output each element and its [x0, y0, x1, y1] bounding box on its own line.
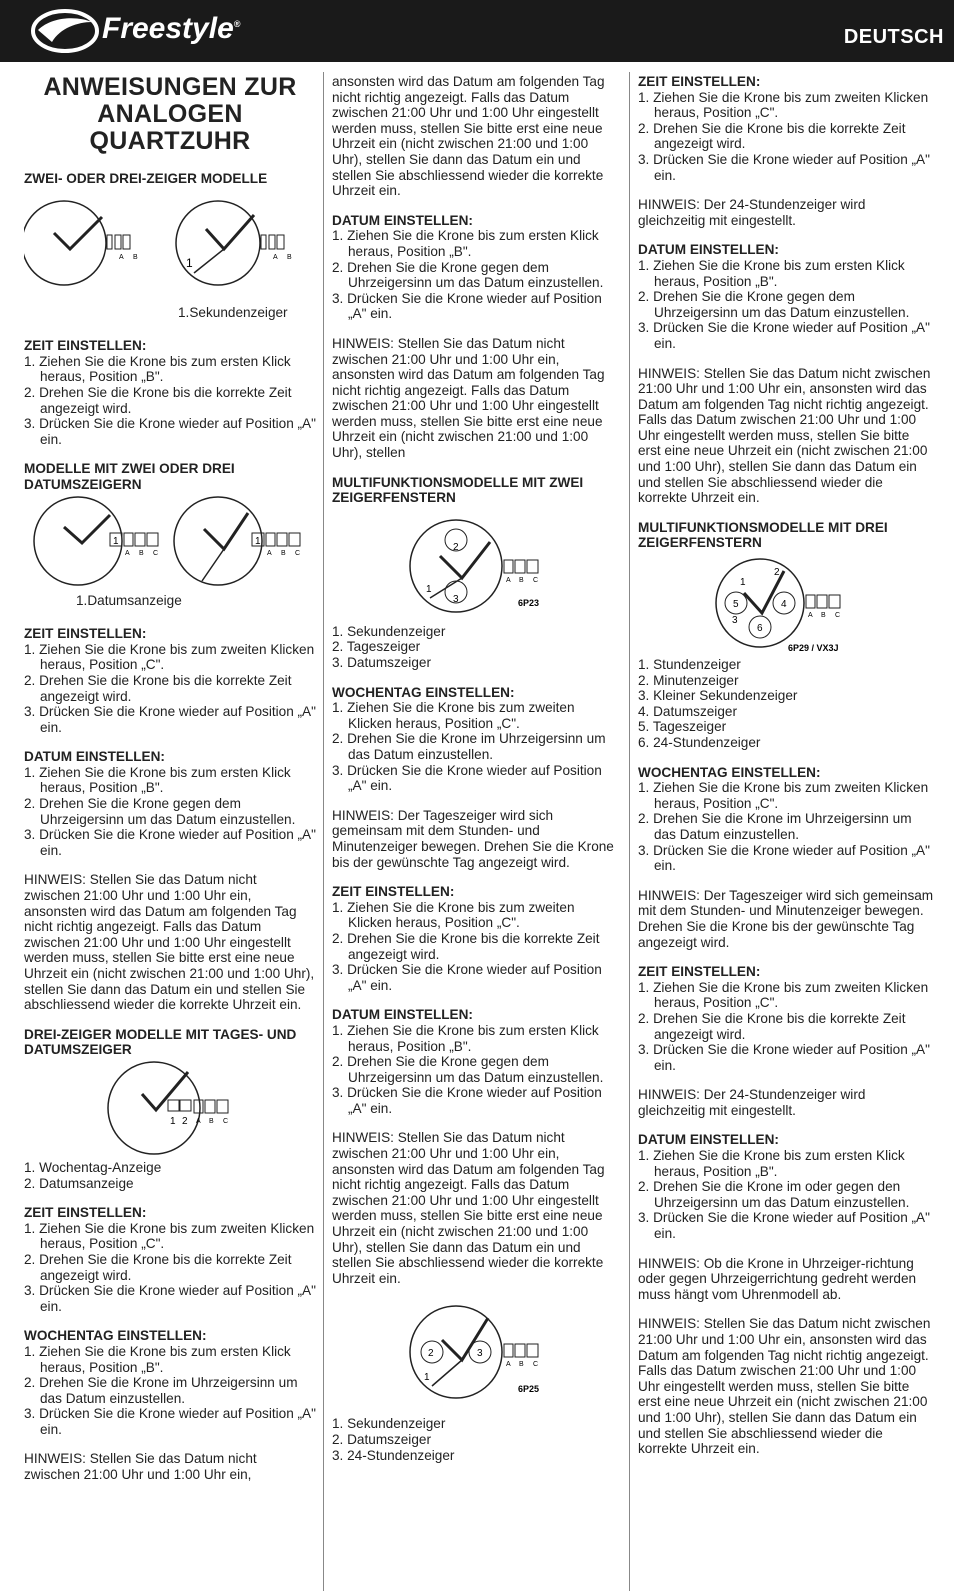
subdial-number: 3: [453, 593, 459, 605]
list-item: 1. Ziehen Sie die Krone bis zum zweiten Klicken heraus, Position „C".: [638, 979, 929, 1011]
note-paragraph: ansonsten wird das Datum am folgenden Tag nicht richtig angezeigt. Falls das Datum zwischen 21:00 Uhr und 1:00 Uhr eingestellt werden muss, stellen Sie bitte erst eine neue Uhrzeit ein (nicht zwischen 21:00 und 1:00 Uhr), stellen Sie dann das Datum ein und stellen Sie abschliessend wieder die korrekte Uhrzeit ein.: [332, 74, 605, 199]
note-paragraph: HINWEIS: Ob die Krone in Uhrzeiger-richtung oder gegen Uhrzeigerrichtung gedreht werden muss hängt vom Uhrenmodell ab.: [638, 1255, 917, 1302]
subdial-number: 6: [757, 623, 763, 635]
crown-label-b: B: [821, 612, 826, 620]
crown-label-b: B: [209, 1117, 214, 1125]
list-item: 2. Tageszeiger: [332, 639, 421, 655]
crown-label-a: A: [808, 612, 813, 620]
steps-list: [24, 765, 316, 859]
section-heading: ZEIT EINSTELLEN:: [24, 626, 147, 642]
list-item: 3. Drücken Sie die Krone wieder auf Position „A" ein.: [24, 704, 316, 735]
subdial-number: 4: [781, 599, 787, 611]
model-number: 6P23: [518, 597, 540, 608]
note-paragraph: HINWEIS: Der 24-Stundenzeiger wird gleichzeitig mit eingestellt.: [638, 197, 866, 228]
steps-list: [638, 90, 934, 184]
column-divider: [629, 72, 630, 1591]
list-item: 1. Ziehen Sie die Krone bis zum ersten Klick heraus, Position „B".: [638, 1148, 905, 1179]
crown-label-b: B: [281, 549, 286, 557]
steps-list: [332, 228, 622, 322]
model-number: 6P25: [518, 1384, 540, 1395]
section-heading: ZEIT EINSTELLEN:: [638, 74, 761, 89]
section-heading: ZEIT EINSTELLEN:: [24, 338, 147, 354]
list-item: 1. Ziehen Sie die Krone bis zum ersten Klick heraus, Position „B".: [332, 228, 599, 259]
list-item: 2. Drehen Sie die Krone im Uhrzeigersinn um das Datum einzustellen.: [332, 731, 606, 762]
list-item: 1. Ziehen Sie die Krone bis zum zweiten Klicken heraus, Position „C".: [638, 89, 929, 121]
steps-list: [24, 354, 316, 448]
steps-list: [24, 1344, 316, 1438]
list-item: 2. Drehen Sie die Krone im Uhrzeigersinn um das Datum einzustellen.: [638, 811, 912, 842]
list-item: 2. Drehen Sie die Krone bis die korrekte Zeit angezeigt wird.: [24, 384, 292, 416]
hand-number: 1: [740, 577, 746, 589]
list-item: 2. Drehen Sie die Krone bis die korrekte Zeit angezeigt wird.: [332, 930, 600, 962]
steps-list: [332, 700, 622, 794]
section-heading: WOCHENTAG EINSTELLEN:: [638, 764, 821, 780]
freestyle-logo-icon: [30, 8, 100, 54]
window-number: 2: [182, 1115, 188, 1127]
watch-diagram-6p23: [332, 506, 622, 624]
note-paragraph: HINWEIS: Stellen Sie das Datum nicht zwischen 21:00 Uhr und 1:00 Uhr ein,: [24, 1451, 257, 1483]
note-paragraph: HINWEIS: Stellen Sie das Datum nicht zwischen 21:00 Uhr und 1:00 Uhr ein, ansonsten wird das Datum am folgenden Tag nicht richtig angezeigt. Falls das Datum zwischen 21:00 Uhr und 1:00 Uhr eingestellt werden muss, stellen Sie bitte erst eine neue Uhrzeit ein (nicht zwischen 21:00 und 1:00 Uhr), stellen: [332, 335, 605, 461]
watch-diagram-6p25: [332, 1286, 622, 1416]
list-item: 2. Drehen Sie die Krone bis die korrekte Zeit angezeigt wird.: [638, 120, 906, 152]
steps-list: [638, 258, 934, 352]
list-item: 3. Drücken Sie die Krone wieder auf Position „A" ein.: [332, 1085, 602, 1116]
note-paragraph: HINWEIS: Der Tageszeiger wird sich gemeinsam mit dem Stunden- und Minutenzeiger bewegen. Drehen Sie die Krone bis der gewünschte Tag angezeigt wird.: [638, 887, 934, 950]
steps-list: [24, 642, 316, 736]
list-item: 3. Drücken Sie die Krone wieder auf Position „A" ein.: [24, 416, 316, 447]
list-item: 3. Drücken Sie die Krone wieder auf Position „A" ein.: [638, 151, 930, 183]
language-label: DEUTSCH: [843, 26, 944, 48]
section-heading: DATUM EINSTELLEN:: [332, 212, 473, 228]
crown-label-b: B: [139, 549, 144, 557]
legend-list: [332, 624, 622, 671]
page-title: ANWEISUNGEN ZUR ANALOGEN QUARTZUHR: [43, 73, 297, 155]
list-item: 3. Drücken Sie die Krone wieder auf Position „A" ein.: [24, 827, 316, 858]
list-item: 1. Ziehen Sie die Krone bis zum ersten Klick heraus, Position „B".: [332, 1022, 599, 1054]
list-item: 1. Ziehen Sie die Krone bis zum zweiten Klicken heraus, Position „C".: [638, 780, 929, 811]
hand-number: 3: [732, 615, 738, 627]
column-2: [332, 74, 622, 1463]
list-item: 1. Sekundenzeiger: [332, 623, 446, 639]
section-heading: DATUM EINSTELLEN:: [24, 749, 165, 765]
model-number: 6P29 / VX3J: [788, 643, 839, 654]
crown-label-c: C: [223, 1117, 229, 1125]
crown-label-b: B: [519, 576, 524, 584]
section-heading: DREI-ZEIGER MODELLE MIT TAGES- UND DATUMSZEIGER: [24, 1026, 297, 1058]
crown-label-a: A: [506, 1361, 511, 1369]
subdial-number: 2: [453, 541, 459, 553]
list-item: 1. Wochentag-Anzeige: [24, 1159, 162, 1175]
hand-number: 1: [426, 583, 432, 595]
legend-list: [24, 1160, 316, 1191]
note-paragraph: HINWEIS: Der 24-Stundenzeiger wird gleichzeitig mit eingestellt.: [638, 1087, 866, 1118]
list-item: 1. Stundenzeiger: [638, 657, 741, 673]
crown-label-b: B: [287, 253, 292, 261]
list-item: 2. Drehen Sie die Krone gegen dem Uhrzeigersinn um das Datum einzustellen.: [332, 259, 604, 291]
watch-diagram-day-date: [24, 1058, 316, 1158]
hand-number: 2: [774, 567, 780, 579]
watch-diagram-date-hands: [24, 493, 316, 593]
date-window-number: 1: [113, 535, 119, 547]
crown-label-b: B: [519, 1361, 524, 1369]
list-item: 1. Ziehen Sie die Krone bis zum ersten Klick heraus, Position „B".: [638, 257, 905, 289]
section-heading: MODELLE MIT ZWEI ODER DREI DATUMSZEIGERN: [24, 461, 235, 492]
section-heading: DATUM EINSTELLEN:: [332, 1007, 473, 1023]
list-item: 2. Drehen Sie die Krone bis die korrekte Zeit angezeigt wird.: [24, 1251, 292, 1283]
legend-list: [332, 1416, 622, 1463]
figure-caption: 1.Datumsanzeige: [76, 592, 182, 608]
steps-list: [638, 780, 934, 874]
crown-label-c: C: [153, 549, 159, 557]
list-item: 2. Drehen Sie die Krone im Uhrzeigersinn um das Datum einzustellen.: [24, 1375, 298, 1406]
section-heading: ZEIT EINSTELLEN:: [332, 884, 455, 900]
subdial-number: 5: [733, 599, 739, 611]
crown-label-a: A: [196, 1117, 201, 1125]
list-item: 1. Ziehen Sie die Krone bis zum ersten Klick heraus, Position „B".: [24, 1343, 291, 1375]
list-item: 5. Tageszeiger: [638, 719, 727, 735]
watch-diagram-6p29-vx3j: [638, 551, 934, 657]
note-paragraph: HINWEIS: Stellen Sie das Datum nicht zwischen 21:00 Uhr und 1:00 Uhr ein, ansonsten wird das Datum am folgenden Tag nicht richtig angezeigt. Falls das Datum zwischen 21:00 Uhr und 1:00 Uhr eingestellt werden muss, stellen Sie bitte erst eine neue Uhrzeit ein (nicht zwischen 21:00 und 1:00 Uhr), stellen Sie dann das Datum ein und stellen Sie abschliessend wieder die korrekte Uhrzeit ein.: [638, 1316, 931, 1457]
crown-label-c: C: [835, 612, 841, 620]
column-1: [24, 74, 316, 1483]
legend-list: [638, 657, 934, 751]
section-heading: DATUM EINSTELLEN:: [638, 242, 779, 258]
list-item: 3. Kleiner Sekundenzeiger: [638, 688, 798, 704]
figure-caption: 1.Sekundenzeiger: [178, 304, 288, 320]
crown-label-a: A: [119, 253, 124, 261]
list-item: 3. Drücken Sie die Krone wieder auf Position „A" ein.: [638, 320, 930, 351]
subdial-number: 3: [477, 1348, 483, 1360]
list-item: 3. Drücken Sie die Krone wieder auf Position „A" ein.: [638, 1042, 930, 1073]
list-item: 3. Drücken Sie die Krone wieder auf Position „A" ein.: [24, 1283, 316, 1314]
list-item: 3. Drücken Sie die Krone wieder auf Position „A" ein.: [332, 762, 602, 794]
section-heading: MULTIFUNKTIONSMODELLE MIT ZWEI ZEIGERFENSTERN: [332, 474, 584, 506]
steps-list: [24, 1221, 316, 1315]
list-item: 1. Ziehen Sie die Krone bis zum zweiten Klicken heraus, Position „C".: [24, 1220, 315, 1252]
hand-number: 1: [424, 1372, 430, 1384]
list-item: 3. Datumszeiger: [332, 655, 431, 671]
list-item: 2. Drehen Sie die Krone bis die korrekte Zeit angezeigt wird.: [638, 1010, 906, 1042]
header-bar: [0, 0, 954, 62]
section-heading: ZEIT EINSTELLEN:: [24, 1205, 147, 1221]
crown-label-c: C: [533, 1361, 539, 1369]
column-divider: [323, 72, 324, 1591]
steps-list: [638, 980, 934, 1074]
list-item: 1. Ziehen Sie die Krone bis zum ersten Klick heraus, Position „B".: [24, 353, 291, 385]
crown-label-a: A: [125, 549, 130, 557]
list-item: 2. Datumsanzeige: [24, 1175, 134, 1191]
list-item: 2. Drehen Sie die Krone bis die korrekte Zeit angezeigt wird.: [24, 672, 292, 704]
list-item: 2. Drehen Sie die Krone im oder gegen den Uhrzeigersinn um das Datum einzustellen.: [638, 1179, 910, 1210]
list-item: 2. Drehen Sie die Krone gegen dem Uhrzeigersinn um das Datum einzustellen.: [638, 289, 910, 320]
section-heading: DATUM EINSTELLEN:: [638, 1132, 779, 1148]
watch-diagram-two-three-hands: [24, 187, 316, 305]
list-item: 4. Datumszeiger: [638, 703, 737, 719]
list-item: 2. Drehen Sie die Krone gegen dem Uhrzeigersinn um das Datum einzustellen.: [332, 1054, 604, 1085]
note-paragraph: HINWEIS: Stellen Sie das Datum nicht zwischen 21:00 Uhr und 1:00 Uhr ein, ansonsten wird das Datum am folgenden Tag nicht richtig angezeigt. Falls das Datum zwischen 21:00 Uhr und 1:00 Uhr eingestellt werden muss, stellen Sie bitte erst eine neue Uhrzeit ein (nicht zwischen 21:00 und 1:00 Uhr), stellen Sie dann das Datum ein und stellen Sie abschliessend wieder die korrekte Uhrzeit ein.: [24, 872, 315, 1013]
steps-list: [332, 1023, 622, 1117]
section-heading: ZWEI- ODER DREI-ZEIGER MODELLE: [24, 171, 268, 186]
list-item: 3. Drücken Sie die Krone wieder auf Position „A" ein.: [24, 1406, 316, 1437]
list-item: 1. Ziehen Sie die Krone bis zum ersten Klick heraus, Position „B".: [24, 764, 291, 796]
crown-label-c: C: [295, 549, 301, 557]
section-heading: WOCHENTAG EINSTELLEN:: [24, 1328, 207, 1344]
steps-list: [332, 900, 622, 994]
list-item: 2. Datumszeiger: [332, 1432, 431, 1447]
crown-label-a: A: [506, 576, 511, 584]
crown-label-b: B: [133, 253, 138, 261]
steps-list: [638, 1148, 934, 1242]
list-item: 3. Drücken Sie die Krone wieder auf Position „A" ein.: [638, 842, 930, 874]
note-paragraph: HINWEIS: Stellen Sie das Datum nicht zwischen 21:00 Uhr und 1:00 Uhr ein, ansonsten wird das Datum am folgenden Tag nicht richtig angezeigt. Falls das Datum zwischen 21:00 Uhr und 1:00 Uhr eingestellt werden muss, stellen Sie bitte erst eine neue Uhrzeit ein (nicht zwischen 21:00 und 1:00 Uhr), stellen Sie dann das Datum ein und stellen Sie abschliessend wieder die korrekte Uhrzeit ein.: [638, 365, 931, 506]
list-item: 1. Ziehen Sie die Krone bis zum zweiten Klicken heraus, Position „C".: [332, 700, 575, 731]
list-item: 2. Minutenzeiger: [638, 672, 739, 688]
list-item: 3. Drücken Sie die Krone wieder auf Position „A" ein.: [638, 1210, 930, 1242]
section-heading: ZEIT EINSTELLEN:: [638, 964, 761, 980]
list-item: 3. Drücken Sie die Krone wieder auf Position „A" ein.: [332, 290, 602, 322]
list-item: 1. Ziehen Sie die Krone bis zum zweiten Klicken heraus, Position „C".: [332, 899, 575, 931]
brand-name: Freestyle®: [102, 12, 241, 45]
subdial-number: 2: [428, 1348, 434, 1360]
column-3: [638, 74, 934, 1457]
hand-number: 1: [186, 255, 193, 270]
date-window-number: 1: [255, 535, 261, 547]
note-paragraph: HINWEIS: Der Tageszeiger wird sich gemeinsam mit dem Stunden- und Minutenzeiger bewegen. Drehen Sie die Krone bis der gewünschte Tag angezeigt wird.: [332, 807, 614, 870]
note-paragraph: HINWEIS: Stellen Sie das Datum nicht zwischen 21:00 Uhr und 1:00 Uhr ein, ansonsten wird das Datum am folgenden Tag nicht richtig angezeigt. Falls das Datum zwischen 21:00 Uhr und 1:00 Uhr eingestellt werden muss, stellen Sie bitte erst eine neue Uhrzeit ein (nicht zwischen 21:00 und 1:00 Uhr), stellen Sie dann das Datum ein und stellen Sie abschliessend wieder die korrekte Uhrzeit ein.: [332, 1130, 605, 1286]
list-item: 3. Drücken Sie die Krone wieder auf Position „A" ein.: [332, 962, 602, 993]
window-number: 1: [170, 1115, 176, 1127]
list-item: 1. Sekundenzeiger: [332, 1416, 446, 1432]
crown-label-a: A: [267, 549, 272, 557]
list-item: 6. 24-Stundenzeiger: [638, 735, 761, 750]
list-item: 2. Drehen Sie die Krone gegen dem Uhrzeigersinn um das Datum einzustellen.: [24, 796, 296, 827]
section-heading: MULTIFUNKTIONSMODELLE MIT DREI ZEIGERFENSTERN: [638, 519, 888, 551]
crown-label-c: C: [533, 576, 539, 584]
crown-label-a: A: [273, 253, 278, 261]
section-heading: WOCHENTAG EINSTELLEN:: [332, 684, 515, 700]
list-item: 3. 24-Stundenzeiger: [332, 1447, 455, 1463]
list-item: 1. Ziehen Sie die Krone bis zum zweiten Klicken heraus, Position „C".: [24, 641, 315, 673]
